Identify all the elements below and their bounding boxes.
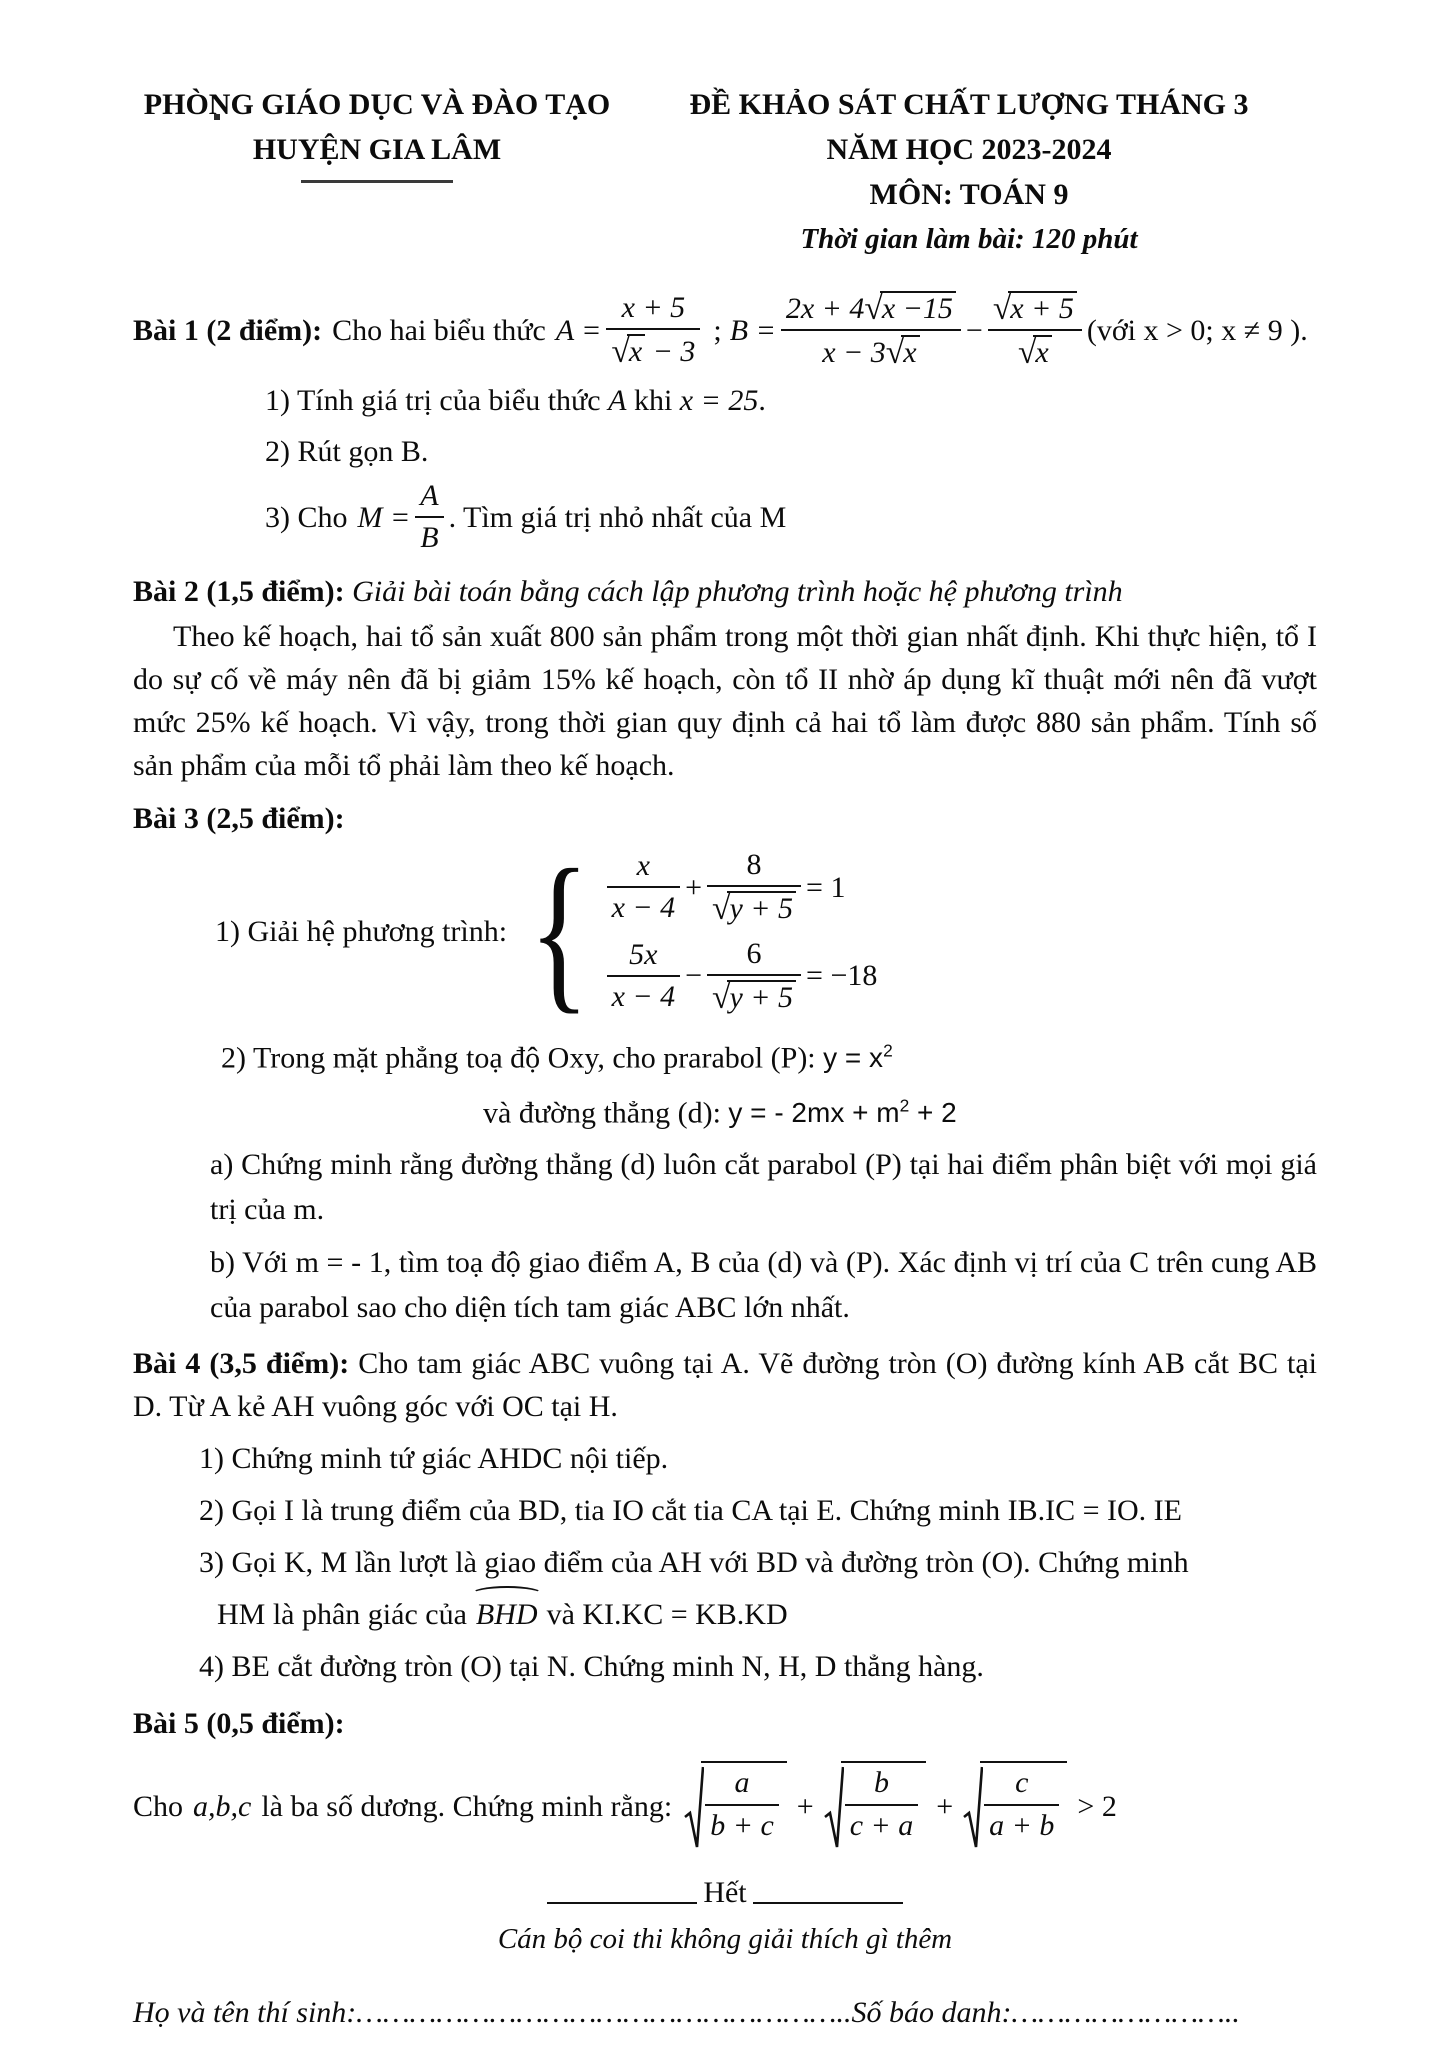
bai2-subtitle: Giải bài toán bằng cách lập phương trình hoặc hệ phương trình [352,574,1123,608]
bai4-item3: 3) Gọi K, M lần lượt là giao điểm của AH với BD và đường tròn (O). Chứng minh [199,1546,1189,1580]
header-left [133,82,621,262]
bai4-item3-line2: HM là phân giác của BHD và KI.KC = KB.KD [217,1593,1317,1636]
equation-1: x x − 4 + $\frac{8}{√y + 5}$ = 1 [602,848,878,927]
bai5-formula-row: Cho a,b,c là ba số dương. Chứng minh rằng: $\frac{a}{b + c}$ + $\frac{b}{c + a}$ + $\frac{c}{a + b}$ > 2 [133,1761,1317,1851]
formula-A-lhs: A = [555,313,602,347]
bai4-item4: 4) BE cắt đường tròn (O) tại N. Chứng minh N, H, D thẳng hàng. [199,1650,984,1684]
formula-B-fraction1: $\frac{2x + 4√x -15}{x - 3√x}$ [781,290,961,371]
org-name-line1: PHÒNG GIÁO DỤC VÀ ĐÀO TẠO [143,88,611,121]
arc-BHD: BHD [473,1593,541,1636]
formula-B-lhs: B = [729,313,776,347]
bai1-item1: 1) Tính giá trị của biểu thức A khi x = 25. [265,383,766,417]
radical-3: $\frac{c}{a + b}$ [963,1761,1067,1851]
page-content [133,82,1317,2034]
exam-subject: MÔN: TOÁN 9 [869,178,1069,211]
header-rule [301,180,453,183]
bai4-item1: 1) Chứng minh tứ giác AHDC nội tiếp. [199,1442,669,1476]
bai4-intro: Cho tam giác ABC vuông tại A. Vẽ đường tròn (O) đường kính AB cắt BC tại D. Từ A kẻ AH vuông góc với OC tại H. [133,1347,1318,1424]
bai3-label: Bài 3 (2,5 điểm): [133,801,345,835]
exam-title-line2: NĂM HỌC 2023-2024 [826,133,1112,166]
formula-B-fraction2: $\frac{√x + 5}{√x}$ [988,290,1082,371]
radical-2: $\frac{b}{c + a}$ [824,1761,927,1851]
bai2-body: Theo kế hoạch, hai tổ sản xuất 800 sản phẩm trong một thời gian nhất định. Khi thực hiện, tổ I do sự cố về máy nên đã bị giảm 15% kế hoạch, còn tổ II nhờ áp dụng kĩ thuật mới nên đã vượt mức 25% kế hoạch. Vì vậy, trong thời gian quy định cả hai tổ làm được 880 sản phẩm. Tính số sản phẩm của mỗi tổ phải làm theo kế hoạch. [133,619,1317,782]
minus-operator: − [965,313,983,347]
bai3-item2a: a) Chứng minh rằng đường thẳng (d) luôn cắt parabol (P) tại hai điểm phân biệt với mọi giá trị của m. [210,1148,1317,1227]
end-word: Hết [703,1876,747,1910]
bai1-item3: 3) Cho M = $\frac{A}{B}$ . Tìm giá trị nhỏ nhất của M [265,478,787,555]
radical-1: $\frac{a}{b + c}$ [684,1761,787,1851]
org-name-line2: HUYỆN GIA LÂM [252,133,502,166]
bai3-item1-label: 1) Giải hệ phương trình: [215,915,508,949]
formula-A-fraction: $\frac{x + 5}{√x - 3}$ [606,291,700,370]
bai1-items [265,379,1317,556]
bai2-label: Bài 2 (1,5 điểm): [133,574,345,608]
bai4-item2: 2) Gọi I là trung điểm của BD, tia IO cắt tia CA tại E. Chứng minh IB.IC = IO. IE [199,1494,1182,1528]
exam-duration: Thời gian làm bài: 120 phút [800,223,1138,255]
separator: ; [713,313,722,347]
bai3-item2b: b) Với m = - 1, tìm toạ độ giao điểm A, B của (d) và (P). Xác định vị trí của C trên cung AB của parabol sao cho diện tích tam giác ABC lớn nhất. [210,1246,1317,1325]
candidate-name-line: Họ và tên thí sinh:………………………………………………..Số báo danh:…………………….. [133,1996,1240,2030]
bai2 [133,570,1317,787]
system-equations [602,848,878,1016]
end-rule-right [753,1900,903,1904]
header-right [621,82,1317,262]
equation-2: 5x x − 4 − $\frac{6}{√y + 5}$ = −18 [602,937,878,1016]
bai3-system-row [215,833,1317,1029]
bai4-label: Bài 4 (3,5 điểm): [133,1347,350,1381]
bai1-condition: (với x > 0; x ≠ 9 ). [1086,313,1308,347]
bai3-item2-line-d: và đường thẳng (d): y = - $2mx + m^2 + 2$ [483,1095,957,1130]
fraction-M: $\frac{A}{B}$ [415,479,443,556]
bai1-label: Bài 1 (2 điểm): [133,313,323,347]
bai1-item2: 2) Rút gọn B. [265,434,429,468]
footer-end-row [133,1871,1317,1914]
header [133,82,1317,262]
end-rule-left [547,1900,697,1904]
exam-title-line1: ĐỀ KHẢO SÁT CHẤT LƯỢNG THÁNG 3 [689,88,1249,121]
bai3-item2: 2) Trong mặt phẳng toạ độ Oxy, cho prarabol (P): $y = x^2$ [221,1040,893,1074]
bai5-label: Bài 5 (0,5 điểm): [133,1707,345,1741]
bai1-intro: Cho hai biểu thức [332,313,546,347]
bai4 [133,1342,1317,1428]
footer-note: Cán bộ coi thi không giải thích gì thêm [497,1923,953,1956]
system-brace: { [528,833,590,1029]
bai1-formula-row [133,290,1317,371]
